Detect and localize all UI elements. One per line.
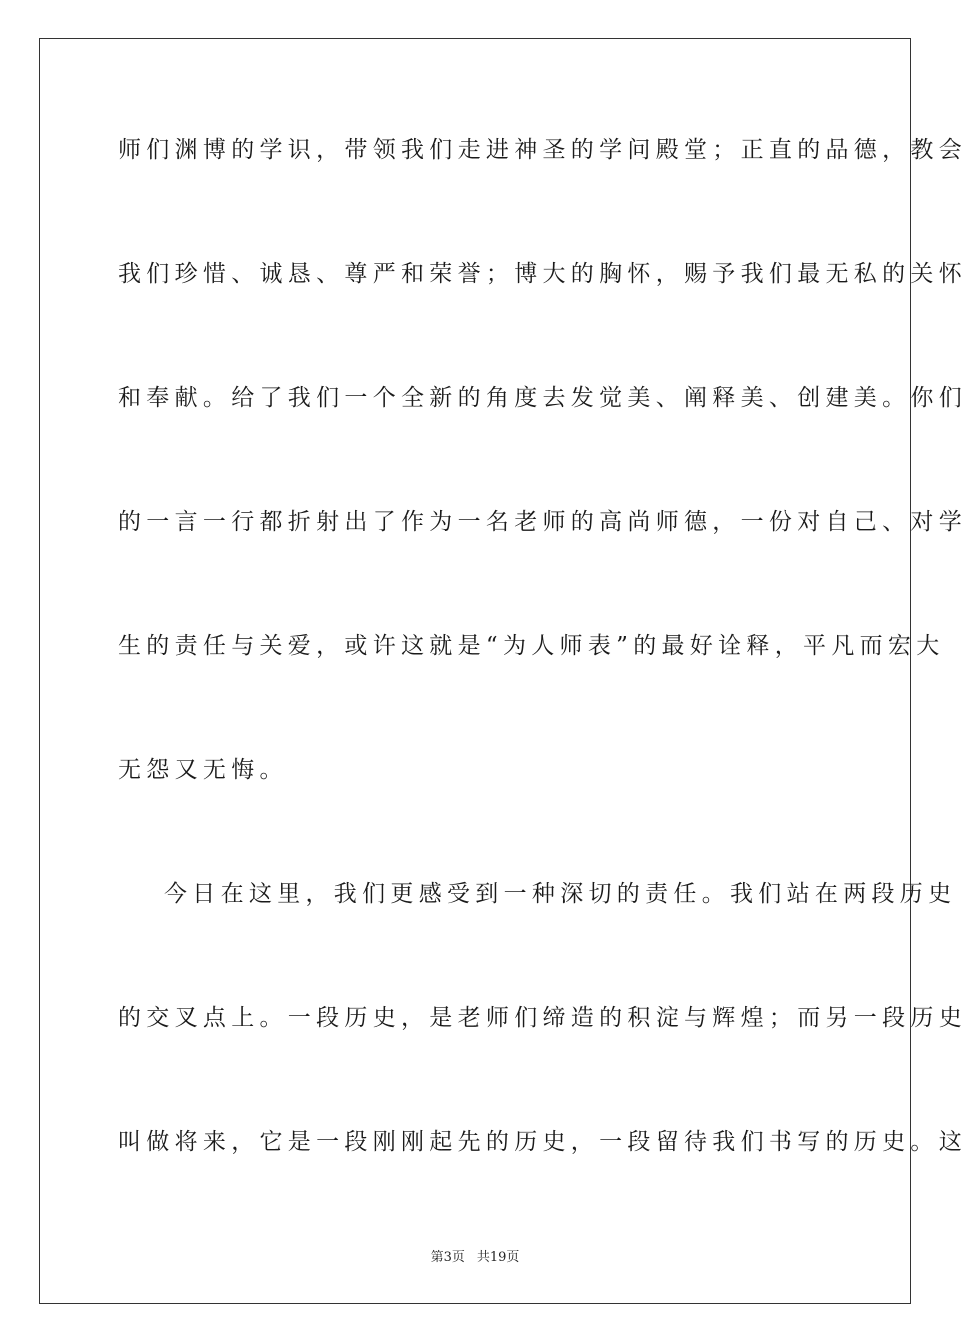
paragraph-line: 和奉献。给了我们一个全新的角度去发觉美、阐释美、创建美。你们 <box>118 385 967 411</box>
paragraph-line: 无怨又无悔。 <box>118 757 288 783</box>
paragraph-line: 生的责任与关爱，或许这就是“为人师表”的最好诠释，平凡而宏大 <box>118 633 945 659</box>
paragraph-line: 我们珍惜、诚恳、尊严和荣誉；博大的胸怀，赐予我们最无私的关怀 <box>118 261 967 287</box>
page-number-total: 共19页 <box>476 1250 520 1265</box>
paragraph-first-line: 今日在这里，我们更感受到一种深切的责任。我们站在两段历史 <box>164 881 957 907</box>
paragraph-line: 的一言一行都折射出了作为一名老师的高尚师德，一份对自己、对学 <box>118 509 967 535</box>
page-footer <box>0 1249 950 1267</box>
page-number-current: 第3页 <box>430 1250 465 1265</box>
paragraph-line: 的交叉点上。一段历史，是老师们缔造的积淀与辉煌；而另一段历史 <box>118 1005 967 1031</box>
page-border <box>39 38 967 1304</box>
paragraph-line: 叫做将来，它是一段刚刚起先的历史，一段留待我们书写的历史。这 <box>118 1129 967 1155</box>
paragraph-line: 师们渊博的学识，带领我们走进神圣的学问殿堂；正直的品德，教会 <box>118 137 967 163</box>
